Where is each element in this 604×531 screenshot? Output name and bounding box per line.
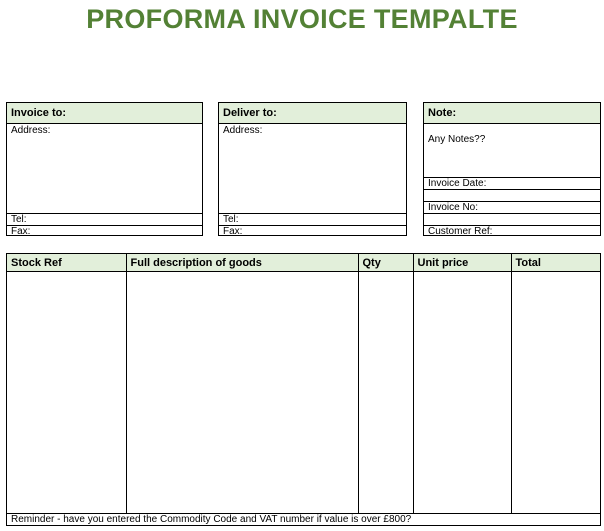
note-spacer bbox=[424, 213, 600, 225]
deliver-to-header: Deliver to: bbox=[219, 103, 406, 124]
page-title: PROFORMA INVOICE TEMPALTE bbox=[86, 4, 518, 34]
reminder-text: Reminder - have you entered the Commodity Code and VAT number if value is over £800? bbox=[7, 513, 600, 525]
column-header-unit-price: Unit price bbox=[413, 254, 511, 272]
qty-cell[interactable] bbox=[358, 272, 413, 514]
deliver-to-address-field[interactable]: Address: bbox=[223, 125, 263, 136]
customer-ref-field[interactable]: Customer Ref: bbox=[424, 225, 600, 237]
goods-body-row bbox=[7, 272, 600, 514]
column-header-stock-ref: Stock Ref bbox=[7, 254, 126, 272]
total-cell[interactable] bbox=[511, 272, 600, 514]
note-spacer bbox=[424, 189, 600, 201]
goods-table bbox=[6, 253, 601, 526]
stock-ref-cell[interactable] bbox=[7, 272, 126, 514]
invoice-to-tel-field[interactable]: Tel: bbox=[7, 213, 202, 225]
note-box bbox=[423, 102, 601, 236]
invoice-to-box bbox=[6, 102, 203, 236]
invoice-to-address-field[interactable]: Address: bbox=[11, 125, 51, 136]
column-header-total: Total bbox=[511, 254, 600, 272]
unit-price-cell[interactable] bbox=[413, 272, 511, 514]
note-text-field[interactable]: Any Notes?? bbox=[428, 134, 486, 145]
description-cell[interactable] bbox=[126, 272, 358, 514]
invoice-to-fax-field[interactable]: Fax: bbox=[7, 225, 202, 237]
column-header-description: Full description of goods bbox=[126, 254, 358, 272]
deliver-to-tel-field[interactable]: Tel: bbox=[219, 213, 406, 225]
invoice-date-field[interactable]: Invoice Date: bbox=[424, 177, 600, 189]
invoice-to-header: Invoice to: bbox=[7, 103, 202, 124]
column-header-qty: Qty bbox=[358, 254, 413, 272]
deliver-to-box bbox=[218, 102, 407, 236]
note-header: Note: bbox=[424, 103, 600, 124]
invoice-no-field[interactable]: Invoice No: bbox=[424, 201, 600, 213]
goods-header-row bbox=[7, 254, 600, 272]
deliver-to-fax-field[interactable]: Fax: bbox=[219, 225, 406, 237]
